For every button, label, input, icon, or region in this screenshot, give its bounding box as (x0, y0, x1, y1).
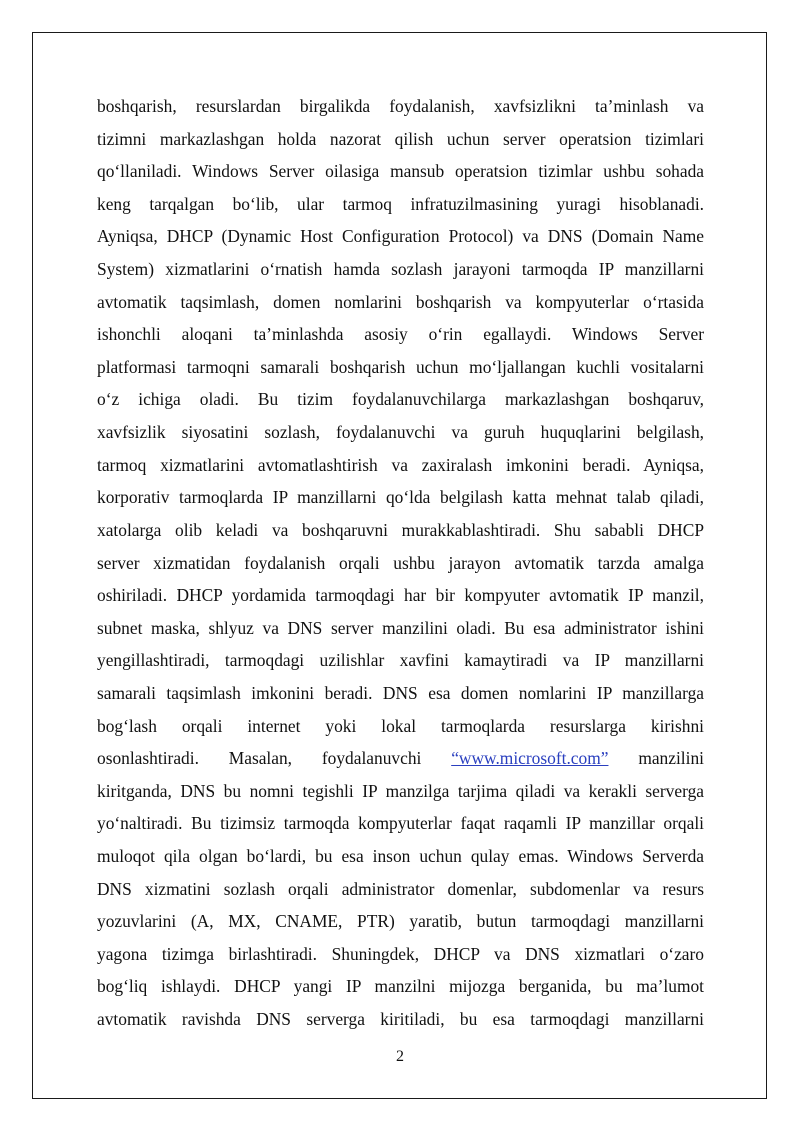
text-line-with-link (97, 744, 704, 772)
text-line: korporativ tarmoqlarda IP manzillarni qo‘lda belgilash katta mehnat talab qiladi, (97, 487, 704, 508)
text-line: bog‘lash orqali internet yoki lokal tarmoqlarda resurslarga kirishni (97, 715, 704, 736)
text-line: kiritganda, DNS bu nomni tegishli IP manzilga tarjima qiladi va kerakli serverga (97, 780, 704, 801)
text-line: samarali taqsimlash imkonini beradi. DNS esa domen nomlarini IP manzillarga (97, 682, 704, 703)
page-number: 2 (396, 1048, 404, 1065)
text-segment: manzilini (608, 748, 704, 769)
text-line: yengillashtiradi, tarmoqdagi uzilishlar xavfini kamaytiradi va IP manzillarni (97, 650, 704, 671)
text-line: oshiriladi. DHCP yordamida tarmoqdagi har bir kompyuter avtomatik IP manzil, (97, 585, 704, 606)
text-line: xatolarga olib keladi va boshqaruvni murakkablashtiradi. Shu sababli DHCP (97, 519, 704, 540)
text-line: server xizmatidan foydalanish orqali ushbu jarayon avtomatik tarzda amalga (97, 552, 704, 573)
text-line: tizimni markazlashgan holda nazorat qilish uchun server operatsion tizimlari (97, 128, 704, 149)
text-line: subnet maska, shlyuz va DNS server manzilini oladi. Bu esa administrator ishini (97, 617, 704, 638)
text-line: System) xizmatlarini o‘rnatish hamda sozlash jarayoni tarmoqda IP manzillarni (97, 259, 704, 280)
text-line: avtomatik taqsimlash, domen nomlarini boshqarish va kompyuterlar o‘rtasida (97, 291, 704, 312)
text-line: muloqot qila olgan bo‘lardi, bu esa inson uchun qulay emas. Windows Serverda (97, 845, 704, 866)
text-line: qo‘llaniladi. Windows Server oilasiga mansub operatsion tizimlar ushbu sohada (97, 161, 704, 182)
text-line: tarmoq xizmatlarini avtomatlashtirish va zaxiralash imkonini beradi. Ayniqsa, (97, 454, 704, 475)
text-line: boshqarish, resurslardan birgalikda foydalanish, xavfsizlikni ta’minlash va (97, 96, 704, 116)
text-line: ishonchli aloqani ta’minlashda asosiy o‘rin egallaydi. Windows Server (97, 324, 704, 345)
text-segment: osonlashtiradi. Masalan, foydalanuvchi (97, 748, 452, 769)
text-line: platformasi tarmoqni samarali boshqarish uchun mo‘ljallangan kuchli vositalarni (97, 356, 704, 377)
text-line: o‘z ichiga oladi. Bu tizim foydalanuvchilarga markazlashgan boshqaruv, (97, 389, 704, 410)
text-line: avtomatik ravishda DNS serverga kiritiladi, bu esa tarmoqdagi manzillarni (97, 1009, 704, 1029)
microsoft-link[interactable]: “www.microsoft.com” (451, 748, 609, 769)
text-line: yozuvlarini (A, MX, CNAME, PTR) yaratib, butun tarmoqdagi manzillarni (97, 911, 704, 932)
text-line: bog‘liq ishlaydi. DHCP yangi IP manzilni mijozga berganida, bu ma’lumot (97, 976, 704, 997)
text-line: yo‘naltiradi. Bu tizimsiz tarmoqda kompyuterlar faqat raqamli IP manzillar orqali (97, 813, 704, 834)
text-line: yagona tizimga birlashtiradi. Shuningdek, DHCP va DNS xizmatlari o‘zaro (97, 943, 704, 964)
text-line: Ayniqsa, DHCP (Dynamic Host Configuration Protocol) va DNS (Domain Name (97, 226, 704, 247)
text-line: xavfsizlik siyosatini sozlash, foydalanuvchi va guruh huquqlarini belgilash, (97, 422, 704, 443)
text-line: keng tarqalgan bo‘lib, ular tarmoq infratuzilmasining yuragi hisoblanadi. (97, 193, 704, 214)
text-line: DNS xizmatini sozlash orqali administrator domenlar, subdomenlar va resurs (97, 878, 704, 899)
